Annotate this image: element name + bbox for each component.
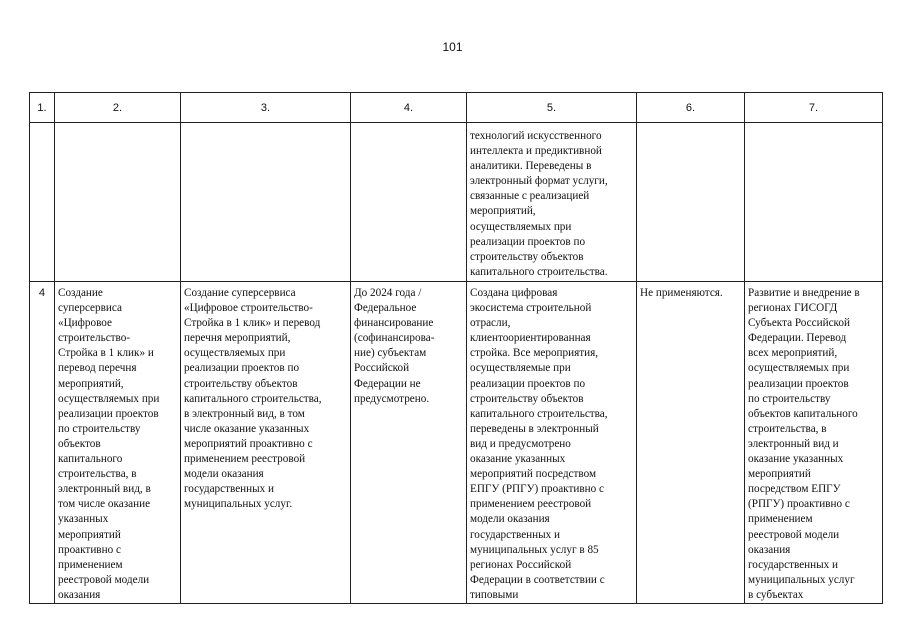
cell-text: Создана цифровая экосистема строительной отрасли, клиентоориентированная стройка. Все мероприятия, осуществляемые при реализации проектов по строительству объектов капитального строительства, переведены в электронный вид и предусмотрено оказание указанных мероприятий посредством ЕПГУ (РПГУ) проактивно с применением реестровой модели оказания государственных и муниципальных услуг в 85 регионах Российской Федерации в соответствии с типовыми: [470, 287, 608, 601]
column-header-2: 2.: [55, 93, 181, 123]
table-cell: [467, 123, 637, 282]
table-row: [30, 282, 883, 604]
cell-text: технологий искусственного интеллекта и предиктивной аналитики. Переведены в электронный формат услуги, связанные с реализацией мероприятий, осуществляемых при реализации проектов по строительству объектов капитального строительства.: [470, 130, 608, 278]
table-cell: [55, 282, 181, 604]
table-cell: [30, 123, 55, 282]
cell-text: [181, 123, 350, 129]
header-row: [30, 93, 883, 123]
table-cell: [181, 123, 351, 282]
row-number-cell: [30, 282, 55, 604]
column-header-7: 7.: [745, 93, 883, 123]
cell-text: [55, 123, 180, 129]
cell-text: Не применяются.: [640, 287, 723, 299]
table-cell: [745, 123, 883, 282]
cell-text: До 2024 года / Федеральное финансирование (софинансирова- ние) субъектам Российской Федерации не предусмотрено.: [354, 287, 435, 405]
table-cell: [181, 282, 351, 604]
table-body: [30, 123, 883, 604]
cell-text: [745, 123, 882, 129]
table-cell: [745, 282, 883, 604]
table-cell: [351, 123, 467, 282]
column-header-3: 3.: [181, 93, 351, 123]
table-cell: [637, 282, 745, 604]
table-row: [30, 123, 883, 282]
table-cell: [55, 123, 181, 282]
cell-text: Создание суперсервиса «Цифровое строительство- Стройка в 1 клик» и перевод перечня мероприятий, осуществляемых при реализации проектов по строительству объектов капитального строительства, в электронный вид, в том числе оказание указанных мероприятий проактивно с применением реестровой модели оказания государственных и муниципальных услуг.: [184, 287, 322, 511]
column-header-4: 4.: [351, 93, 467, 123]
table-header: [30, 93, 883, 123]
column-header-6: 6.: [637, 93, 745, 123]
column-header-5: 5.: [467, 93, 637, 123]
row-number: 4: [38, 287, 46, 299]
table-cell: [351, 282, 467, 604]
cell-text: Развитие и внедрение в регионах ГИСОГД Субъекта Российской Федерации. Перевод всех мероприятий, осуществляемых при реализации проектов по строительству объектов капитального строительства, в электронный вид и оказание указанных мероприятий посредством ЕПГУ (РПГУ) проактивно с применением реестровой модели оказания государственных и муниципальных услуг в субъектах: [748, 287, 860, 601]
table-cell: [467, 282, 637, 604]
column-header-1: 1.: [30, 93, 55, 123]
cell-text: [351, 123, 466, 129]
page-number: 101: [442, 40, 463, 54]
cell-text: [30, 123, 54, 129]
table-cell: [637, 123, 745, 282]
cell-text: Создание суперсервиса «Цифровое строительство- Стройка в 1 клик» и перевод перечня мероприятий, осуществляемых при реализации проектов по строительству объектов капитального строительства, в электронный вид, в том числе оказание указанных мероприятий проактивно с применением реестровой модели оказания: [58, 287, 160, 601]
cell-text: [637, 123, 744, 129]
document-table: [29, 92, 883, 604]
